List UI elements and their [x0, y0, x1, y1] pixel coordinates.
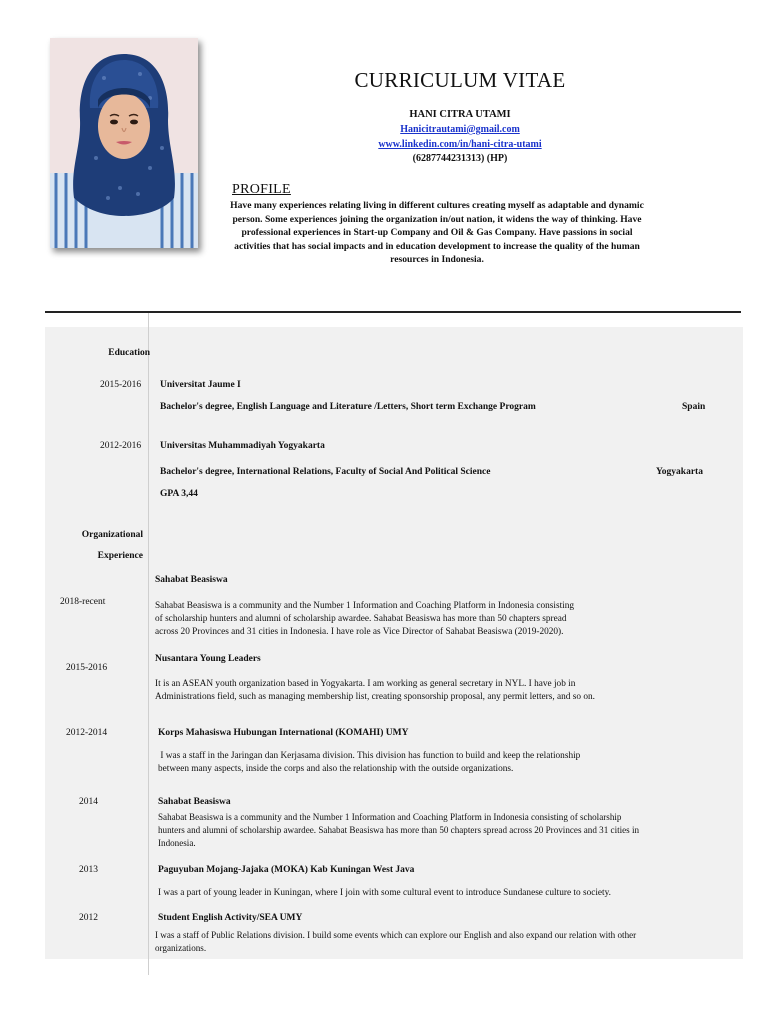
linkedin-link[interactable]: www.linkedin.com/in/hani-citra-utami	[378, 139, 542, 150]
org-years: 2012	[79, 913, 98, 923]
column-divider	[148, 313, 149, 975]
education-degree: Bachelor's degree, International Relations, Faculty of Social And Political Science	[160, 467, 491, 477]
organization-label: Organizational	[81, 530, 143, 540]
org-name: Korps Mahasiswa Hubungan International (KOMAHI) UMY	[158, 728, 409, 738]
education-years: 2012-2016	[100, 441, 142, 451]
org-name: Nusantara Young Leaders	[155, 654, 261, 664]
phone-number: (6287744231313) (HP)	[412, 153, 508, 164]
education-location: Yogyakarta	[656, 467, 703, 477]
education-degree: Bachelor's degree, English Language and Literature /Letters, Short term Exchange Program	[160, 402, 536, 412]
education-years: 2015-2016	[100, 380, 142, 390]
education-school: Universitat Jaume I	[160, 380, 241, 390]
org-years: 2018-recent	[60, 597, 106, 607]
organization-label: Experience	[97, 551, 143, 561]
org-description: I was a staff in the Jaringan dan Kerjasama division. This division has function to build and keep the relationship between many aspects, inside the corps and also the relationship with the outside organizations.	[158, 751, 581, 775]
section-divider	[45, 311, 741, 313]
org-years: 2015-2016	[66, 663, 108, 673]
org-description: Sahabat Beasiswa is a community and the Number 1 Information and Coaching Platform in Indonesia consisting of scholarship hunters and alumni of scholarship awardee. Sahabat Beasiswa has more than 50 chapters spread across 20 Provinces and 31 cities in Indonesia.	[158, 812, 640, 849]
profile-photo	[50, 38, 198, 248]
cv-title: CURRICULUM VITAE	[354, 68, 566, 92]
org-years: 2014	[79, 797, 98, 807]
org-years: 2013	[79, 865, 98, 875]
org-years: 2012-2014	[66, 728, 108, 738]
org-description: I was a part of young leader in Kuningan, where I join with some cultural event to introduce Sundanese culture to society.	[158, 888, 612, 898]
org-description: Sahabat Beasiswa is a community and the Number 1 Information and Coaching Platform in Indonesia consisting of scholarship hunters and alumni of scholarship awardee. Sahabat Beasiswa has more than 50 chapters spread across 20 Provinces and 31 cities in Indonesia. I have role as Vice Director of Sahabat Beasiswa (2019-2020).	[155, 601, 575, 638]
org-description: I was a staff of Public Relations division. I build some events which can explore our English and also expand our relation with other organizations.	[155, 930, 637, 954]
org-name: Sahabat Beasiswa	[155, 575, 228, 585]
org-name: Paguyuban Mojang-Jajaka (MOKA) Kab Kuningan West Java	[158, 865, 415, 875]
profile-summary: Have many experiences relating living in different cultures creating myself as adaptable and dynamic person. Some experiences joining the organization in/out nation, it widens the way of thinking. Have professional experiences in Start-up Company and Oil & Gas Company. Have passions in social activities that has social impacts and in education development to increase the quality of the human resources in Indonesia.	[230, 200, 644, 266]
education-location: Spain	[682, 402, 706, 412]
profile-heading: PROFILE	[232, 182, 291, 197]
candidate-name: HANI CITRA UTAMI	[409, 109, 511, 120]
education-label: Education	[108, 348, 150, 358]
org-name: Student English Activity/SEA UMY	[158, 913, 303, 923]
education-school: Universitas Muhammadiyah Yogyakarta	[160, 441, 325, 451]
org-name: Sahabat Beasiswa	[158, 797, 231, 807]
org-description: It is an ASEAN youth organization based in Yogyakarta. I am working as general secretary in NYL. I have job in Administrations field, such as managing membership list, creating sponsorship proposal, any permit letters, and so on.	[155, 679, 595, 703]
education-gpa: GPA 3,44	[160, 489, 198, 499]
email-link[interactable]: Hanicitrautami@gmail.com	[400, 124, 520, 135]
